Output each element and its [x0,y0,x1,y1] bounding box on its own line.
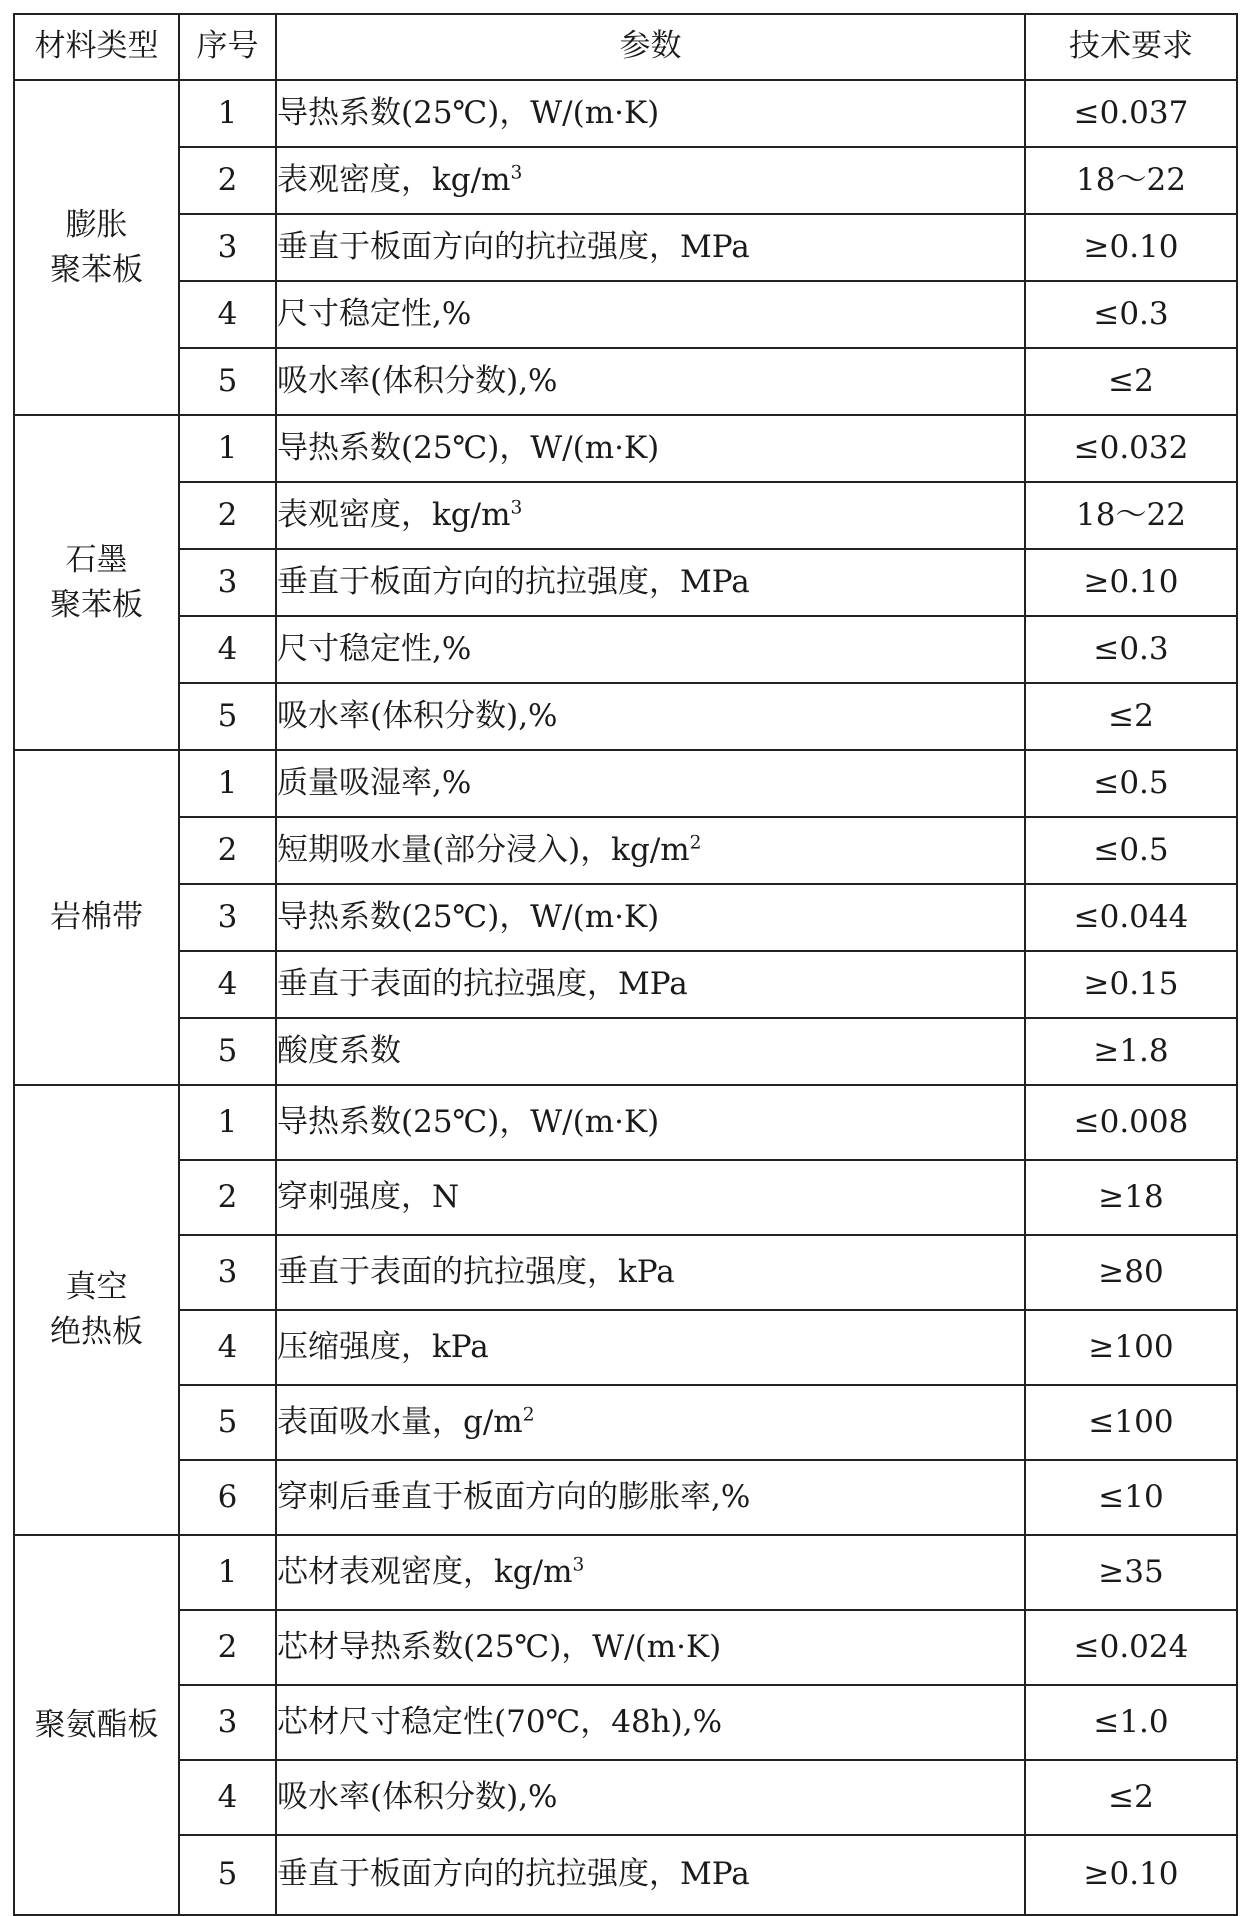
requirement-cell: ≥80 [1025,1235,1237,1310]
row-number-cell: 2 [179,817,276,884]
header-number: 序号 [179,14,276,80]
parameter-cell [276,549,1025,616]
row-number-cell: 5 [179,348,276,415]
parameter-text: 短期吸水量(部分浸入)，kg/m [277,831,690,868]
row-number-cell: 3 [179,1685,276,1760]
requirement-cell: ≤0.3 [1025,616,1237,683]
parameter-cell [276,750,1025,817]
parameter-text: 导热系数(25℃)，W/(m·K) [277,94,660,131]
parameter-text: 尺寸稳定性,% [277,295,472,332]
parameter-cell [276,80,1025,147]
requirement-cell: ≥0.10 [1025,214,1237,281]
row-number-cell: 2 [179,1610,276,1685]
row-number-cell: 2 [179,482,276,549]
header-requirement: 技术要求 [1025,14,1237,80]
table-row [14,1610,1237,1685]
parameter-cell [276,817,1025,884]
table-row [14,1835,1237,1915]
parameter-cell [276,415,1025,482]
parameter-cell [276,683,1025,750]
spec-table [13,13,1238,1916]
parameter-cell [276,1085,1025,1160]
table-row [14,1018,1237,1085]
table-row [14,884,1237,951]
row-number-cell: 3 [179,884,276,951]
header-parameter: 参数 [276,14,1025,80]
requirement-cell: ≤0.5 [1025,750,1237,817]
table-row [14,80,1237,147]
requirement-cell: 18～22 [1025,147,1237,214]
header-material: 材料类型 [14,14,179,80]
row-number-cell: 3 [179,1235,276,1310]
requirement-cell: ≥35 [1025,1535,1237,1610]
parameter-text: 垂直于板面方向的抗拉强度，MPa [277,1856,750,1893]
row-number-cell: 4 [179,616,276,683]
unit-exponent: 3 [510,162,523,184]
requirement-cell: ≤2 [1025,683,1237,750]
table-body [14,80,1237,1915]
requirement-cell: ≤2 [1025,1760,1237,1835]
requirement-cell: ≥0.10 [1025,1835,1237,1915]
row-number-cell: 3 [179,214,276,281]
row-number-cell: 5 [179,1018,276,1085]
parameter-text: 垂直于板面方向的抗拉强度，MPa [277,563,750,600]
parameter-text: 垂直于板面方向的抗拉强度，MPa [277,228,750,265]
row-number-cell: 2 [179,1160,276,1235]
material-type-label: 膨胀 聚苯板 [50,206,143,288]
row-number-cell: 6 [179,1460,276,1535]
requirement-cell: ≤0.037 [1025,80,1237,147]
parameter-text: 压缩强度，kPa [277,1328,489,1365]
table-row [14,1160,1237,1235]
table-row [14,147,1237,214]
parameter-text: 吸水率(体积分数),% [277,1778,558,1815]
unit-exponent: 2 [689,832,702,854]
unit-exponent: 3 [572,1554,585,1576]
parameter-text: 导热系数(25℃)，W/(m·K) [277,898,660,935]
row-number-cell: 4 [179,951,276,1018]
parameter-cell [276,482,1025,549]
material-type-cell [14,1535,179,1915]
requirement-cell: ≤2 [1025,348,1237,415]
requirement-cell: ≤0.024 [1025,1610,1237,1685]
requirement-cell: ≤10 [1025,1460,1237,1535]
requirement-cell: ≥0.15 [1025,951,1237,1018]
row-number-cell: 4 [179,1760,276,1835]
row-number-cell: 2 [179,147,276,214]
table-row [14,1685,1237,1760]
parameter-text: 质量吸湿率,% [277,764,472,801]
row-number-cell: 5 [179,1385,276,1460]
row-number-cell: 4 [179,1310,276,1385]
header-row [14,14,1237,80]
parameter-cell [276,1460,1025,1535]
parameter-cell [276,884,1025,951]
table-row [14,549,1237,616]
parameter-text: 表面吸水量，g/m [277,1403,523,1440]
table-row [14,616,1237,683]
table-row [14,1235,1237,1310]
parameter-cell [276,616,1025,683]
table-row [14,951,1237,1018]
row-number-cell: 1 [179,750,276,817]
table-row [14,348,1237,415]
parameter-text: 垂直于表面的抗拉强度，kPa [277,1253,675,1290]
row-number-cell: 1 [179,1535,276,1610]
parameter-cell [276,214,1025,281]
requirement-cell: ≤0.008 [1025,1085,1237,1160]
material-type-cell [14,1085,179,1535]
parameter-cell [276,147,1025,214]
parameter-cell [276,1385,1025,1460]
parameter-cell [276,951,1025,1018]
table-row [14,415,1237,482]
material-type-cell [14,750,179,1085]
parameter-text: 芯材导热系数(25℃)，W/(m·K) [277,1628,722,1665]
table-row [14,1535,1237,1610]
table-row [14,817,1237,884]
material-type-cell [14,80,179,415]
parameter-text: 芯材尺寸稳定性(70℃，48h),% [277,1703,723,1740]
parameter-cell [276,1235,1025,1310]
row-number-cell: 1 [179,415,276,482]
requirement-cell: 18～22 [1025,482,1237,549]
material-type-cell [14,415,179,750]
table-row [14,1085,1237,1160]
parameter-cell [276,1835,1025,1915]
requirement-cell: ≥18 [1025,1160,1237,1235]
parameter-text: 芯材表观密度，kg/m [277,1553,573,1590]
table-row [14,281,1237,348]
requirement-cell: ≤0.5 [1025,817,1237,884]
parameter-cell [276,1160,1025,1235]
table-row [14,1385,1237,1460]
parameter-text: 尺寸稳定性,% [277,630,472,667]
table-row [14,482,1237,549]
parameter-cell [276,1535,1025,1610]
requirement-cell: ≤100 [1025,1385,1237,1460]
parameter-cell [276,281,1025,348]
requirement-cell: ≤0.044 [1025,884,1237,951]
parameter-text: 穿刺强度，N [277,1178,460,1215]
requirement-cell: ≤0.032 [1025,415,1237,482]
row-number-cell: 1 [179,80,276,147]
parameter-cell [276,1685,1025,1760]
table-row [14,683,1237,750]
material-type-label: 真空 绝热板 [50,1269,143,1350]
unit-exponent: 3 [510,497,523,519]
parameter-text: 表观密度，kg/m [277,161,511,198]
parameter-cell [276,348,1025,415]
parameter-text: 导热系数(25℃)，W/(m·K) [277,429,660,466]
parameter-text: 吸水率(体积分数),% [277,697,558,734]
parameter-cell [276,1310,1025,1385]
parameter-cell [276,1018,1025,1085]
parameter-text: 吸水率(体积分数),% [277,362,558,399]
requirement-cell: ≥1.8 [1025,1018,1237,1085]
table-row [14,1460,1237,1535]
requirement-cell: ≥100 [1025,1310,1237,1385]
row-number-cell: 5 [179,1835,276,1915]
row-number-cell: 1 [179,1085,276,1160]
requirement-cell: ≥0.10 [1025,549,1237,616]
table-row [14,1760,1237,1835]
parameter-text: 导热系数(25℃)，W/(m·K) [277,1103,660,1140]
requirement-cell: ≤0.3 [1025,281,1237,348]
parameter-cell [276,1610,1025,1685]
parameter-text: 穿刺后垂直于板面方向的膨胀率,% [277,1478,751,1515]
parameter-text: 表观密度，kg/m [277,496,511,533]
parameter-text: 垂直于表面的抗拉强度，MPa [277,965,688,1002]
material-type-label: 岩棉带 [50,899,143,936]
row-number-cell: 4 [179,281,276,348]
material-type-label: 石墨 聚苯板 [50,541,143,623]
row-number-cell: 5 [179,683,276,750]
table-row [14,214,1237,281]
material-type-label: 聚氨酯板 [34,1706,159,1743]
unit-exponent: 2 [522,1404,535,1426]
parameter-cell [276,1760,1025,1835]
table-row [14,750,1237,817]
requirement-cell: ≤1.0 [1025,1685,1237,1760]
parameter-text: 酸度系数 [277,1032,401,1069]
row-number-cell: 3 [179,549,276,616]
table-row [14,1310,1237,1385]
